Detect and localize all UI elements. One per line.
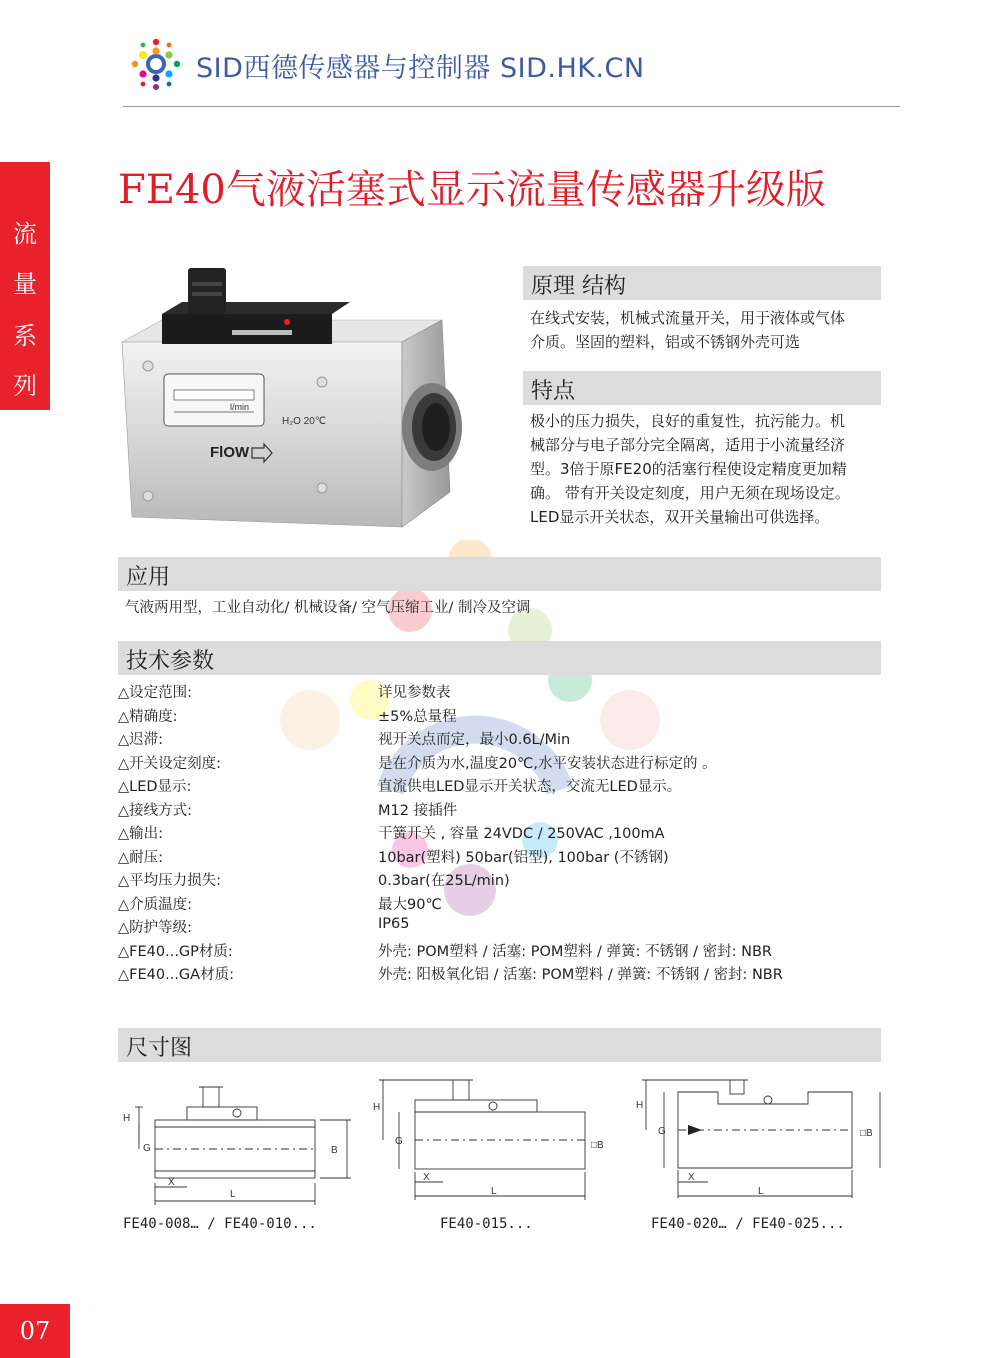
spec-value: 详见参数表 <box>378 685 451 701</box>
medium-label: H₂O 20℃ <box>282 416 327 427</box>
dim-label-h: H <box>123 1113 131 1124</box>
spec-value: 10bar(塑料) 50bar(铝型), 100bar (不锈钢) <box>378 849 669 866</box>
dim-label-sq-b: □B <box>591 1140 604 1151</box>
spec-label: △FE40...GP材质: <box>118 943 233 960</box>
spec-label: △设定范围: <box>118 685 193 701</box>
side-tab-char: 列 <box>13 372 37 400</box>
spec-label: △耐压: <box>118 849 164 866</box>
spec-value: 直流供电LED显示开关状态，交流无LED显示。 <box>378 779 682 795</box>
spec-label: △接线方式: <box>118 802 193 819</box>
header-divider <box>123 106 900 107</box>
text-line: LED显示开关状态，双开关量输出可供选择。 <box>530 508 830 526</box>
spec-value: 0.3bar(在25L/min) <box>378 873 510 889</box>
dim-label-x: X <box>423 1172 430 1183</box>
dimension-drawing-020-025 <box>630 1070 885 1205</box>
text-line: 械部分与电子部分完全隔离，适用于小流量经济 <box>530 436 846 454</box>
side-tab-char: 系 <box>13 322 37 350</box>
spec-value: 干簧开关 , 容量 24VDC / 250VAC ,100mA <box>378 826 665 842</box>
dim-label-h: H <box>636 1100 644 1111</box>
features-text <box>530 409 892 529</box>
section-heading: 应用 <box>126 565 171 590</box>
page-number: 07 <box>0 1304 70 1358</box>
side-tab-char: 量 <box>13 270 37 298</box>
side-tab-char: 流 <box>13 220 37 248</box>
dim-label-g: G <box>143 1143 151 1154</box>
dim-label-h: H <box>373 1102 381 1113</box>
dim-label-l: L <box>491 1186 497 1197</box>
section-heading: 尺寸图 <box>126 1036 193 1061</box>
spec-value: 是在介质为水,温度20℃,水平安装状态进行标定的 。 <box>378 755 717 772</box>
spec-value: M12 接插件 <box>378 802 458 819</box>
dim-label-b: B <box>331 1145 338 1156</box>
drawing-caption: FE40-020… / FE40-025... <box>651 1216 845 1232</box>
dimension-drawing-015 <box>365 1072 605 1207</box>
spec-label: △介质温度: <box>118 896 193 913</box>
product-photo <box>112 262 484 532</box>
flow-label: FlOW <box>210 444 250 461</box>
dim-label-g: G <box>395 1136 403 1147</box>
drawing-caption: FE40-008… / FE40-010... <box>123 1216 317 1232</box>
spec-value: 视开关点而定，最小0.6L/Min <box>378 732 571 748</box>
dim-label-l: L <box>230 1189 236 1200</box>
text-line: 介质。坚固的塑料，铝或不锈钢外壳可选 <box>530 333 801 351</box>
spec-label: △精确度: <box>118 708 178 725</box>
spec-label: △输出: <box>118 826 164 842</box>
spec-value: ±5%总量程 <box>378 708 457 725</box>
dim-label-x: X <box>688 1172 695 1183</box>
spec-value: 外壳: POM塑料 / 活塞: POM塑料 / 弹簧: 不锈钢 / 密封: NBR <box>378 943 772 960</box>
application-text: 气液两用型，工业自动化/ 机械设备/ 空气压缩工业/ 制冷及空调 <box>125 600 531 616</box>
spec-label: △LED显示: <box>118 779 192 795</box>
spec-label: △迟滞: <box>118 732 164 748</box>
spec-label: △防护等级: <box>118 920 193 936</box>
section-bar-specs <box>118 641 881 675</box>
brand-name: SID西德传感器与控制器 SID.HK.CN <box>196 53 645 84</box>
series-side-tab <box>0 162 50 410</box>
dim-label-l: L <box>758 1186 764 1197</box>
spec-value: 最大90℃ <box>378 896 442 913</box>
section-bar-dimensions <box>118 1028 881 1062</box>
text-line: 极小的压力损失，良好的重复性，抗污能力。机 <box>530 412 846 430</box>
principle-text <box>530 306 890 354</box>
dim-label-g: G <box>658 1126 666 1137</box>
sid-logo-icon <box>125 34 187 94</box>
spec-label: △FE40...GA材质: <box>118 967 234 983</box>
spec-label: △平均压力损失: <box>118 873 222 889</box>
spec-label: △开关设定刻度: <box>118 755 222 772</box>
dim-label-sq-b: □B <box>860 1128 873 1139</box>
spec-value: IP65 <box>378 916 410 932</box>
dimension-drawing-008-010 <box>115 1075 355 1210</box>
text-line: 确。 带有开关设定刻度，用户无须在现场设定。 <box>530 484 850 502</box>
drawing-caption: FE40-015... <box>440 1216 533 1232</box>
text-line: 在线式安装，机械式流量开关，用于液体或气体 <box>530 309 846 327</box>
page-title: FE40气液活塞式显示流量传感器升级版 <box>118 167 826 213</box>
section-heading: 原理 结构 <box>531 274 626 299</box>
scale-unit-label: l/min <box>230 402 250 412</box>
section-bar-application <box>118 557 881 591</box>
section-heading: 技术参数 <box>126 649 215 674</box>
dim-label-x: X <box>168 1177 175 1188</box>
section-bar-features <box>523 371 881 405</box>
section-heading: 特点 <box>531 379 576 404</box>
spec-value: 外壳: 阳极氧化铝 / 活塞: POM塑料 / 弹簧: 不锈钢 / 密封: NBR <box>378 967 783 983</box>
section-bar-principle <box>523 266 881 300</box>
text-line: 型。3倍于原FE20的活塞行程使设定精度更加精 <box>530 460 847 478</box>
